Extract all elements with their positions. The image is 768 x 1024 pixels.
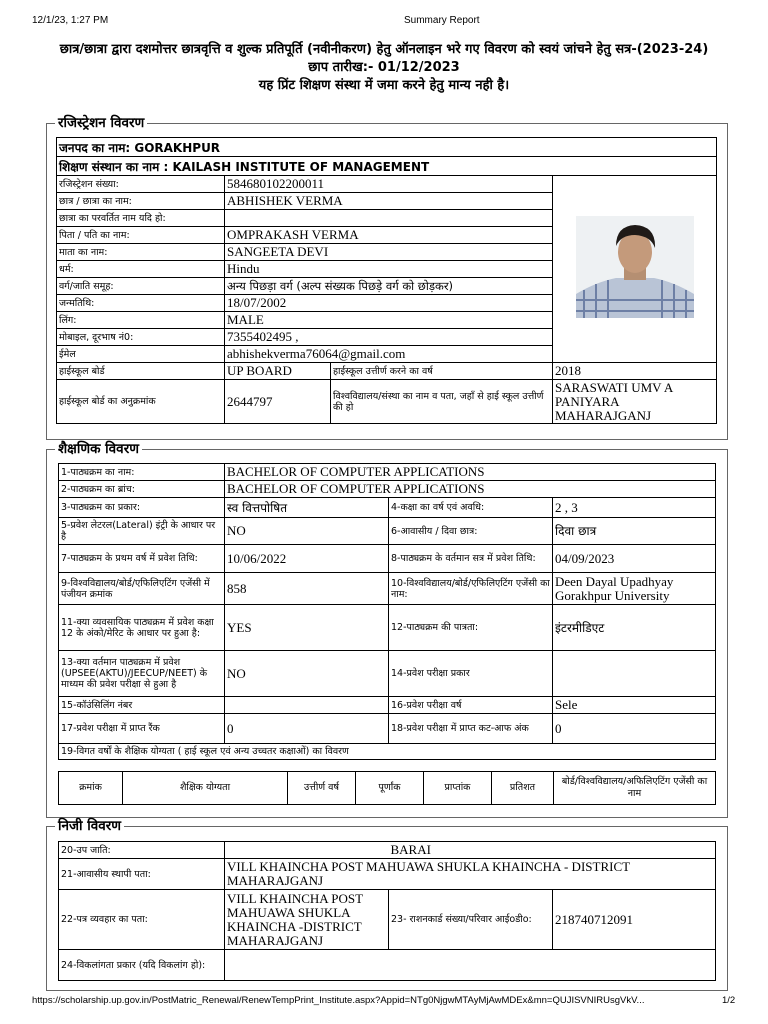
university-registration-number: 858	[225, 573, 389, 605]
changed-name	[225, 210, 553, 227]
field-label: 23- राशनकार्ड संख्या/परिवार आईoडीo:	[389, 890, 553, 950]
entrance-exam-cutoff: 0	[553, 714, 716, 744]
field-label: 16-प्रवेश परीक्षा वर्ष	[389, 697, 553, 714]
email: abhishekverma76064@gmail.com	[225, 346, 553, 363]
ration-card-number: 218740712091	[553, 890, 716, 950]
field-label: हाईस्कूल बोर्ड	[57, 363, 225, 380]
field-label: छात्रा का परवर्तित नाम यदि हो:	[57, 210, 225, 227]
gender: MALE	[225, 312, 553, 329]
print-datetime: 12/1/23, 1:27 PM	[32, 15, 109, 26]
entrance-exam-admission: NO	[225, 651, 389, 697]
field-label: 3-पाठ्यक्रम का प्रकार:	[59, 498, 225, 518]
report-title: छात्र/छात्रा द्वारा दशमोत्तर छात्रवृत्ति व शुल्क प्रतिपूर्ति (नवीनीकरण) हेतु ऑनलाइन भरे गए विवरण को स्वयं जांचने हेतु सत्र-(2023-24)	[59, 42, 709, 57]
field-label: रजिस्ट्रेशन संख्या:	[57, 176, 225, 193]
counselling-number	[225, 697, 389, 714]
field-label: 15-कॉउंसिलिंग नंबर	[59, 697, 225, 714]
field-label: 11-क्या व्यवसायिक पाठ्यक्रम में प्रवेश कक्षा 12 के अंको/मेरिट के आधार पर हुआ है:	[59, 605, 225, 651]
highschool-roll-number: 2644797	[225, 380, 331, 424]
print-note: यह प्रिंट शिक्षण संस्था में जमा करने हेतु मान्य नही है।	[258, 78, 510, 93]
field-label: धर्म:	[57, 261, 225, 278]
qualification-table	[58, 771, 716, 805]
course-name: BACHELOR OF COMPUTER APPLICATIONS	[225, 464, 716, 481]
field-label: हाईस्कूल उत्तीर्ण करने का वर्ष	[331, 363, 553, 380]
print-url: https://scholarship.up.gov.in/PostMatric_Renewal/RenewTempPrint_Institute.aspx?Appid=NTg0NjgwMTAyMjAwMDEx&mn=QUJISVNIRUsgVkV...	[32, 995, 645, 1006]
field-label: लिंग:	[57, 312, 225, 329]
caste-category: अन्य पिछड़ा वर्ग (अल्प संख्यक पिछड़े वर्ग को छोड़कर)	[225, 278, 553, 295]
column-header: पूर्णांक	[356, 772, 424, 805]
personal-legend: निजी विवरण	[58, 818, 121, 834]
field-label: 7-पाठ्यक्रम के प्रथम वर्ष में प्रवेश तिथि:	[59, 545, 225, 573]
field-label: 18-प्रवेश परीक्षा में प्राप्त कट-आफ अंक	[389, 714, 553, 744]
personal-table	[58, 841, 716, 981]
field-label: ईमेल	[57, 346, 225, 363]
registration-table	[56, 137, 717, 424]
lateral-entry: NO	[225, 518, 389, 545]
field-label: माता का नाम:	[57, 244, 225, 261]
field-label: पिता / पति का नाम:	[57, 227, 225, 244]
student-name: ABHISHEK VERMA	[225, 193, 553, 210]
field-label: 24-विकलांगता प्रकार (यदि विकलांग हो):	[59, 950, 225, 981]
photo-cell	[553, 176, 717, 363]
mobile-number: 7355402495 ,	[225, 329, 553, 346]
class-year-duration: 2 , 3	[553, 498, 716, 518]
registration-legend: रजिस्ट्रेशन विवरण	[58, 115, 145, 131]
entrance-exam-year: Sele	[553, 697, 716, 714]
field-label: 22-पत्र व्यवहार का पता:	[59, 890, 225, 950]
institute-name: शिक्षण संस्थान का नाम : KAILASH INSTITUTE OF MANAGEMENT	[57, 157, 717, 176]
merit-based-admission: YES	[225, 605, 389, 651]
column-header: प्राप्तांक	[424, 772, 492, 805]
print-page-title: Summary Report	[404, 15, 480, 26]
column-header: शैक्षिक योग्यता	[123, 772, 288, 805]
field-label: विश्वविद्यालय/संस्था का नाम व पता, जहाँ से हाई स्कूल उत्तीर्ण की हो	[331, 380, 553, 424]
print-date: छाप तारीख:- 01/12/2023	[308, 60, 460, 75]
field-label: 6-आवासीय / दिवा छात्र:	[389, 518, 553, 545]
field-label: 20-उप जाति:	[59, 842, 225, 859]
academic-legend: शैक्षणिक विवरण	[58, 441, 139, 457]
permanent-address: VILL KHAINCHA POST MAHUAWA SHUKLA KHAINCHA - DISTRICT MAHARAJGANJ	[225, 859, 716, 890]
field-label: 5-प्रवेश लेटरल(Lateral) इंट्री के आधार पर है	[59, 518, 225, 545]
previous-qualification-heading: 19-विगत वर्षों के शैक्षिक योग्यता ( हाई स्कूल एवं अन्य उच्चतर कक्षाओं) का विवरण	[59, 744, 716, 760]
entrance-exam-rank: 0	[225, 714, 389, 744]
report-header	[30, 41, 738, 95]
field-label: 4-कक्षा का वर्ष एवं अवधि:	[389, 498, 553, 518]
mother-name: SANGEETA DEVI	[225, 244, 553, 261]
print-page-number: 1/2	[722, 995, 736, 1006]
field-label: 14-प्रवेश परीक्षा प्रकार	[389, 651, 553, 697]
field-label: छात्र / छात्रा का नाम:	[57, 193, 225, 210]
district-name: जनपद का नाम: GORAKHPUR	[57, 138, 717, 157]
university-name: Deen Dayal Upadhyay Gorakhpur University	[553, 573, 716, 605]
field-label: हाईस्कूल बोर्ड का अनुक्रमांक	[57, 380, 225, 424]
column-header: उत्तीर्ण वर्ष	[288, 772, 356, 805]
student-photo	[576, 216, 694, 318]
date-of-birth: 18/07/2002	[225, 295, 553, 312]
field-label: वर्ग/जाति समूह:	[57, 278, 225, 295]
course-type: स्व वित्तपोषित	[225, 498, 389, 518]
column-header: क्रमांक	[59, 772, 123, 805]
highschool-board: UP BOARD	[225, 363, 331, 380]
field-label: मोबाइल, दूरभाष नं0:	[57, 329, 225, 346]
entrance-exam-type	[553, 651, 716, 697]
field-label: 9-विश्वविद्यालय/बोर्ड/एफिलिएटिंग एजेंसी में पंजीयन क्रमांक	[59, 573, 225, 605]
current-session-admission-date: 04/09/2023	[553, 545, 716, 573]
registration-number: 584680102200011	[225, 176, 553, 193]
sub-caste: BARAI	[389, 842, 716, 859]
course-branch: BACHELOR OF COMPUTER APPLICATIONS	[225, 481, 716, 498]
field-label: 13-क्या वर्तमान पाठ्यक्रम में प्रवेश (UPSEE(AKTU)/JEECUP/NEET) के माध्यम की प्रवेश परीक्षा से हुआ है	[59, 651, 225, 697]
religion: Hindu	[225, 261, 553, 278]
spacer-cell	[225, 842, 389, 859]
first-year-admission-date: 10/06/2022	[225, 545, 389, 573]
highschool-school: SARASWATI UMV A PANIYARA MAHARAJGANJ	[553, 380, 717, 424]
residential-status: दिवा छात्र	[553, 518, 716, 545]
field-label: 21-आवासीय स्थापी पता:	[59, 859, 225, 890]
column-header: प्रतिशत	[492, 772, 554, 805]
field-label: जन्मतिथि:	[57, 295, 225, 312]
academic-table	[58, 463, 716, 760]
field-label: 1-पाठ्यक्रम का नाम:	[59, 464, 225, 481]
highschool-year: 2018	[553, 363, 717, 380]
course-eligibility: इंटरमीडिएट	[553, 605, 716, 651]
field-label: 12-पाठ्यक्रम की पात्रता:	[389, 605, 553, 651]
field-label: 2-पाठ्यक्रम का ब्रांच:	[59, 481, 225, 498]
disability-type	[225, 950, 716, 981]
correspondence-address: VILL KHAINCHA POST MAHUAWA SHUKLA KHAINCHA -DISTRICT MAHARAJGANJ	[225, 890, 389, 950]
column-header: बोर्ड/विश्वविद्यालय/अफिलिएटिंग एजेंसी का नाम	[554, 772, 716, 805]
father-name: OMPRAKASH VERMA	[225, 227, 553, 244]
field-label: 8-पाठ्यक्रम के वर्तमान सत्र में प्रवेश तिथि:	[389, 545, 553, 573]
field-label: 10-विश्वविद्यालय/बोर्ड/एफिलिएटिंग एजेंसी का नाम:	[389, 573, 553, 605]
field-label: 17-प्रवेश परीक्षा में प्राप्त रैंक	[59, 714, 225, 744]
